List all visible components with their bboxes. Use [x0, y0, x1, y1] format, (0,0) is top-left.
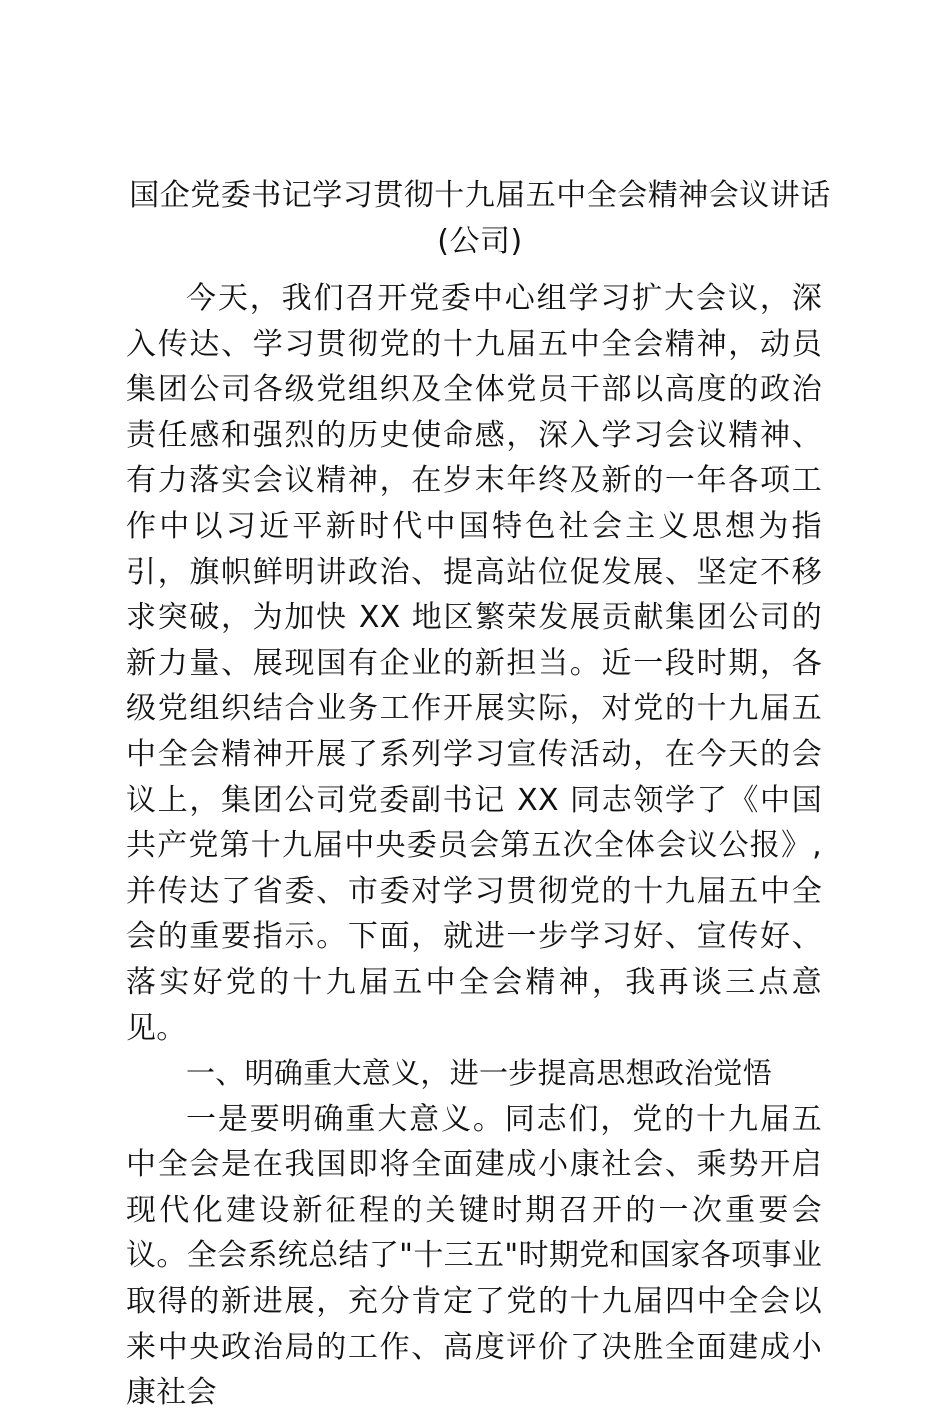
- document-body: [126, 276, 822, 1416]
- section-heading: 一、明确重大意义，进一步提高思想政治觉悟: [186, 1056, 773, 1091]
- document-title: 国企党委书记学习贯彻十九届五中全会精神会议讲话(公司): [129, 178, 831, 259]
- intro-paragraph: 今天，我们召开党委中心组学习扩大会议，深入传达、学习贯彻党的十九届五中全会精神，动员集团公司各级党组织及全体党员干部以高度的政治责任感和强烈的历史使命感，深入学习会议精神、有力落实会议精神，在岁末年终及新的一年各项工作中以习近平新时代中国特色社会主义思想为指引，旗帜鲜明讲政治、提高站位促发展、坚定不移求突破，为加快 XX 地区繁荣发展贡献集团公司的新力量、展现国有企业的新担当。近一段时期，各级党组织结合业务工作开展实际，对党的十九届五中全会精神开展了系列学习宣传活动，在今天的会议上，集团公司党委副书记 XX 同志领学了《中国共产党第十九届中央委员会第五次全体会议公报》,并传达了省委、市委对学习贯彻党的十九届五中全会的重要指示。下面，就进一步学习好、宣传好、落实好党的十九届五中全会精神，我再谈三点意见。: [126, 281, 822, 1046]
- section-paragraph: 一是要明确重大意义。同志们，党的十九届五中全会是在我国即将全面建成小康社会、乘势开启现代化建设新征程的关键时期召开的一次重要会议。全会系统总结了"十三五"时期党和国家各项事业取得的新进展，充分肯定了党的十九届四中全会以来中央政治局的工作、高度评价了决胜全面建成小康社会: [126, 1101, 822, 1411]
